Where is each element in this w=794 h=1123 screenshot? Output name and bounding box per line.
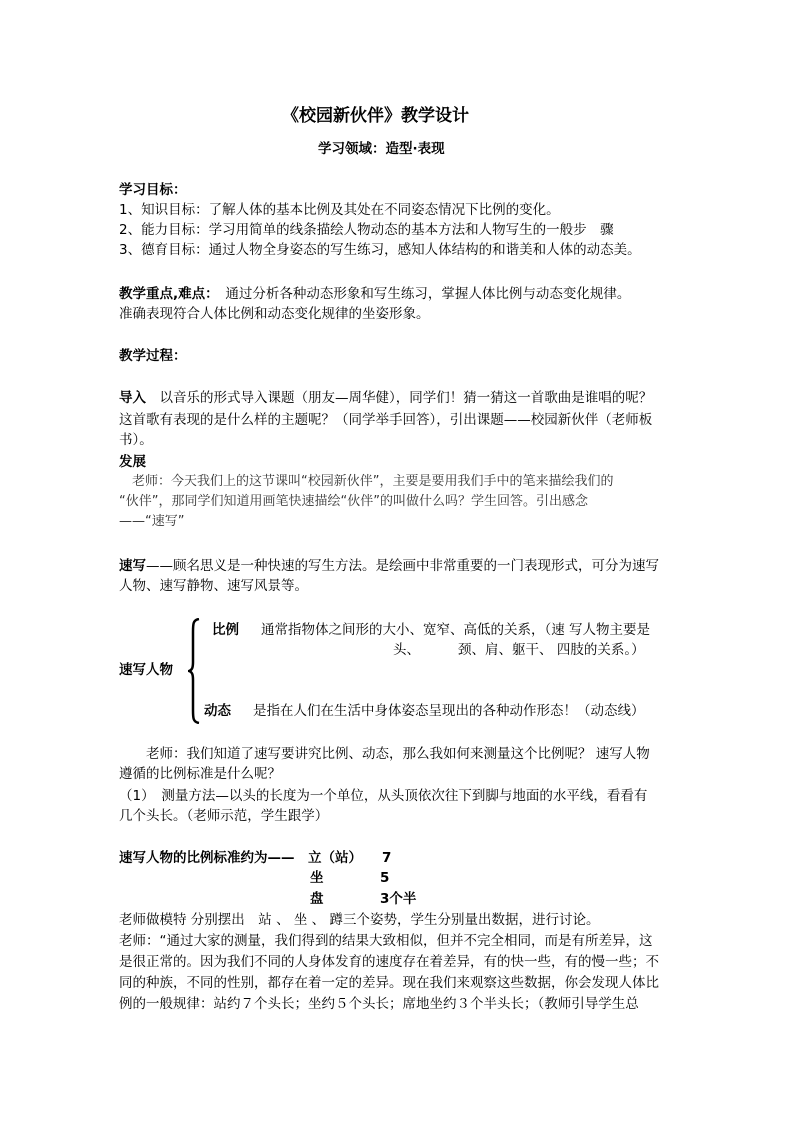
- key-points-line-2: 准确表现符合人体比例和动态变化规律的坐姿形象。: [119, 306, 430, 322]
- figure-main-label: 速写人物: [119, 662, 173, 678]
- key-points-line: [119, 284, 630, 304]
- standard-pose: 盘: [310, 891, 324, 907]
- ratio-line-2: 头、 颈、肩、躯干、 四肢的关系。）: [393, 642, 645, 658]
- standard-value: 5: [380, 870, 390, 886]
- teacher-q-line-4: 几个头长。（老师示范，学生跟学）: [119, 808, 329, 824]
- ratio-label: 比例: [212, 622, 239, 638]
- standard-label: 速写人物的比例标准约为——: [119, 850, 295, 866]
- sketch-text: ——顾名思义是一种快速的写生方法。是绘画中非常重要的一门表现形式，可分为速写: [146, 558, 659, 574]
- ratio-line-1: [212, 620, 650, 640]
- objectives-heading: 学习目标：: [119, 182, 187, 198]
- sketch-label: 速写: [119, 558, 146, 574]
- standard-pose: 立（站）: [308, 850, 362, 866]
- intro-line-3: 书）。: [119, 432, 153, 448]
- objective-item: 3、德育目标：通过人物全身姿态的写生练习，感知人体结构的和谐美和人体的动态美。: [119, 242, 641, 258]
- intro-line-2: 这首歌有表现的是什么样的主题呢？（同学举手回答），引出课题——校园新伙伴（老师板: [119, 412, 653, 428]
- closing-line-4: 同的种族，不同的性别，都存在着一定的差异。现在我们来观察这些数据，你会发现人体比: [119, 975, 659, 991]
- page-title: 《校园新伙伴》教学设计: [282, 106, 469, 126]
- motion-label: 动态: [204, 703, 231, 719]
- standard-value: 3个半: [380, 891, 417, 907]
- intro-line-1: [119, 388, 652, 408]
- develop-line-3: ——“速写”: [119, 514, 185, 529]
- key-points-text: 通过分析各种动态形象和写生练习，掌握人体比例与动态变化规律。: [211, 286, 631, 302]
- closing-line-2: 老师：“通过大家的测量，我们得到的结果大致相似，但并不完全相同，而是有所差异，这: [119, 933, 653, 949]
- develop-line-1: 老师：今天我们上的这节课叫“校园新伙伴”，主要是要用我们手中的笔来描绘我们的: [119, 474, 614, 489]
- ratio-text: 通常指物体之间形的大小、宽窄、高低的关系，（速 写人物主要是: [261, 622, 651, 638]
- closing-line-1: 老师做模特 分别摆出 站 、 坐 、 蹲三个姿势，学生分别量出数据，进行讨论。: [119, 912, 600, 928]
- objective-item: 1、知识目标：了解人体的基本比例及其处在不同姿态情况下比例的变化。: [119, 202, 560, 218]
- page-subtitle: 学习领域：造型·表现: [318, 141, 445, 157]
- develop-line-2: “伙伴”，那同学们知道用画笔快速描绘“伙伴”的叫做什么吗？学生回答。引出感念: [119, 494, 588, 509]
- sketch-line-1: [119, 556, 659, 576]
- standard-pose: 坐: [310, 870, 324, 886]
- develop-label: 发展: [119, 454, 146, 470]
- teacher-q-line-3: （1） 测量方法—以头的长度为一个单位，从头顶依次往下到脚与地面的水平线，看看有: [119, 788, 648, 804]
- motion-text: 是指在人们在生活中身体姿态呈现出的各种动作形态！（动态线）: [253, 703, 645, 719]
- motion-line: [204, 701, 645, 721]
- intro-label: 导入: [119, 390, 146, 406]
- standard-value: 7: [382, 850, 392, 866]
- objective-item: 2、能力目标：学习用简单的线条描绘人物动态的基本方法和人物写生的一般步 骤: [119, 222, 614, 238]
- teacher-q-line-1: 老师：我们知道了速写要讲究比例、动态，那么我如何来测量这个比例呢？ 速写人物: [119, 746, 650, 762]
- curly-brace-icon: [188, 618, 200, 724]
- intro-text: 以音乐的形式导入课题（朋友—周华健），同学们！猜一猜这一首歌曲是谁唱的呢？: [146, 390, 653, 406]
- teacher-q-line-2: 遵循的比例标准是什么呢？: [119, 766, 281, 782]
- sketch-line-2: 人物、速写静物、速写风景等。: [119, 578, 308, 594]
- process-heading: 教学过程：: [119, 348, 187, 364]
- key-points-label: 教学重点,难点：: [119, 286, 212, 302]
- closing-line-5: 例的一般规律：站约７个头长；坐约５个头长；席地坐约３个半头长；（教师引导学生总: [119, 996, 639, 1012]
- closing-line-3: 是很正常的。因为我们不同的人身体发育的速度存在着差异，有的快一些，有的慢一些；不: [119, 954, 659, 970]
